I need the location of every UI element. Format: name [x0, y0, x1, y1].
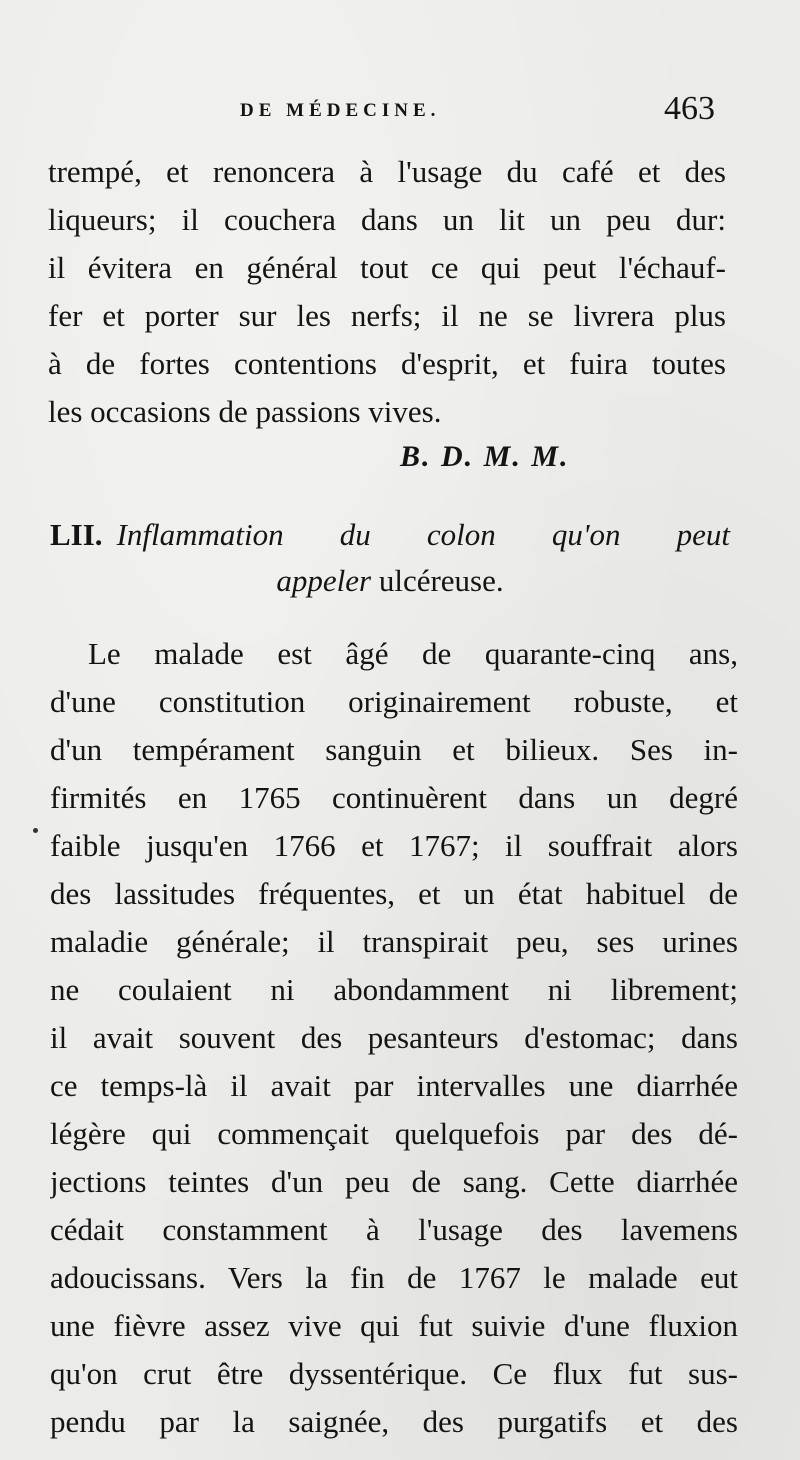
text-line: légère qui commençait quelquefois par des dé- — [50, 1116, 738, 1151]
text-line: pendu par la saignée, des purgatifs et des — [50, 1404, 738, 1439]
section-title: Inflammation du colon qu'on peut — [116, 517, 730, 552]
text-line: une fièvre assez vive qui fut suivie d'une fluxion — [50, 1308, 738, 1343]
text-line: fer et porter sur les nerfs; il ne se livrera plus — [48, 298, 726, 333]
text-line: Le malade est âgé de quarante-cinq ans, — [88, 636, 738, 671]
section-heading-line-2 — [50, 558, 730, 604]
text-line: à de fortes contentions d'esprit, et fuira toutes — [48, 346, 726, 381]
section-heading — [50, 512, 730, 604]
text-line: il évitera en général tout ce qui peut l'échauf- — [48, 250, 726, 285]
signature — [400, 440, 570, 474]
ink-speck — [33, 828, 38, 833]
text-line: d'un tempérament sanguin et bilieux. Ses in- — [50, 732, 738, 767]
text-line: jections teintes d'un peu de sang. Cette diarrhée — [50, 1164, 738, 1199]
text-line: faible jusqu'en 1766 et 1767; il souffrait alors — [50, 828, 738, 863]
section-heading-line-1 — [50, 512, 730, 558]
text-line: qu'on crut être dyssentérique. Ce flux fut sus- — [50, 1356, 738, 1391]
running-head: DE MÉDECINE. — [240, 100, 441, 121]
text-line: firmités en 1765 continuèrent dans un degré — [50, 780, 738, 815]
page-header — [0, 92, 800, 132]
text-line: il avait souvent des pesanteurs d'estomac; dans — [50, 1020, 738, 1055]
section-title-roman: ulcéreuse. — [378, 563, 504, 598]
section-title-italic: appeler — [276, 563, 372, 598]
text-line: adoucissans. Vers la fin de 1767 le malade eut — [50, 1260, 738, 1295]
text-line: trempé, et renoncera à l'usage du café et des — [48, 154, 726, 189]
signature-text: B. D. M. M. — [400, 440, 570, 473]
text-line: cédait constamment à l'usage des lavemens — [50, 1212, 738, 1247]
text-line: ne coulaient ni abondamment ni librement; — [50, 972, 738, 1007]
paragraph-2 — [50, 630, 738, 1446]
text-line: ce temps-là il avait par intervalles une diarrhée — [50, 1068, 738, 1103]
text-line: liqueurs; il couchera dans un lit un peu dur: — [48, 202, 726, 237]
text-line: maladie générale; il transpirait peu, ses urines — [50, 924, 738, 959]
text-line: d'une constitution originairement robuste, et — [50, 684, 738, 719]
paragraph-1 — [48, 148, 726, 436]
text-line: des lassitudes fréquentes, et un état habituel de — [50, 876, 738, 911]
text-line: les occasions de passions vives. — [48, 394, 442, 429]
page-number: 463 — [664, 90, 715, 127]
section-number: LII. — [50, 517, 103, 552]
